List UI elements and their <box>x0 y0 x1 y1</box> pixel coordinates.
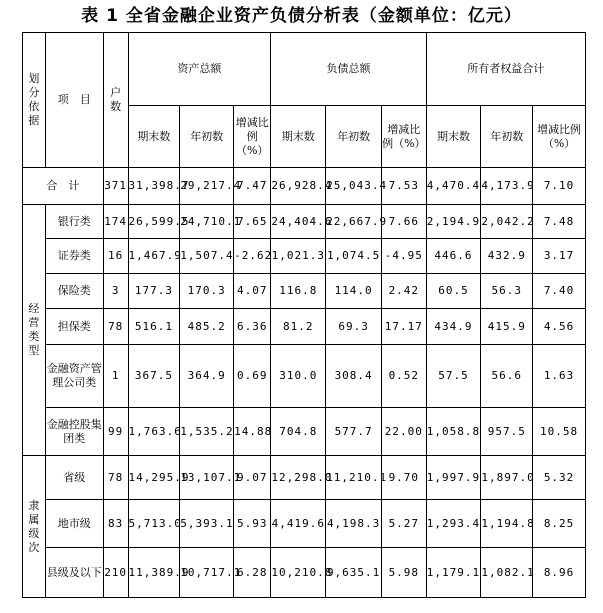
table-row <box>23 548 586 598</box>
total-cell: 31,398.7 <box>128 168 180 205</box>
row-cell: 4.56 <box>533 309 586 345</box>
header-assets: 资产总额 <box>128 33 271 106</box>
row-cell: 7.40 <box>533 274 586 309</box>
row-cell: 5.98 <box>382 548 427 598</box>
row-cell: 14,295.9 <box>128 456 180 500</box>
header-equity-start: 年初数 <box>481 106 533 168</box>
row-cell: 7.66 <box>382 205 427 239</box>
row-cell: 10,717.1 <box>180 548 234 598</box>
row-cell: 177.3 <box>128 274 180 309</box>
header-equity: 所有者权益合计 <box>426 33 585 106</box>
row-cell: -2.62 <box>234 239 271 274</box>
row-cell: 364.9 <box>180 345 234 408</box>
row-cell: 8.25 <box>533 500 586 548</box>
row-count: 16 <box>103 239 128 274</box>
row-cell: 1,194.8 <box>481 500 533 548</box>
header-liab-ratio: 增减比例（%） <box>382 106 427 168</box>
row-name: 证券类 <box>45 239 103 274</box>
row-cell: 446.6 <box>426 239 481 274</box>
row-cell: 4.07 <box>234 274 271 309</box>
row-cell: 9.70 <box>382 456 427 500</box>
row-cell: 4,198.3 <box>326 500 382 548</box>
row-cell: 415.9 <box>481 309 533 345</box>
row-cell: 2.42 <box>382 274 427 309</box>
table-row <box>23 309 586 345</box>
row-count: 3 <box>103 274 128 309</box>
row-cell: 22,667.9 <box>326 205 382 239</box>
row-name: 县级及以下 <box>45 548 103 598</box>
table-row <box>23 239 586 274</box>
header-liab-end: 期末数 <box>271 106 326 168</box>
row-name: 地市级 <box>45 500 103 548</box>
row-cell: 170.3 <box>180 274 234 309</box>
header-count: 户 数 <box>103 33 128 168</box>
header-liabilities: 负债总额 <box>271 33 426 106</box>
row-cell: 5,713.0 <box>128 500 180 548</box>
row-cell: 14.88 <box>234 408 271 456</box>
row-cell: 1,763.6 <box>128 408 180 456</box>
total-cell: 7.10 <box>533 168 586 205</box>
total-cell: 25,043.4 <box>326 168 382 205</box>
table-row <box>23 205 586 239</box>
row-count: 1 <box>103 345 128 408</box>
header-assets-start: 年初数 <box>180 106 234 168</box>
row-cell: 12,298.0 <box>271 456 326 500</box>
row-cell: 5,393.1 <box>180 500 234 548</box>
balance-sheet-table <box>22 32 586 598</box>
row-cell: 8.96 <box>533 548 586 598</box>
total-cell: 4,173.9 <box>481 168 533 205</box>
row-cell: 1,467.9 <box>128 239 180 274</box>
row-cell: 56.3 <box>481 274 533 309</box>
row-cell: 5.27 <box>382 500 427 548</box>
row-cell: 308.4 <box>326 345 382 408</box>
header-item: 项 目 <box>45 33 103 168</box>
row-cell: 69.3 <box>326 309 382 345</box>
row-cell: 9.07 <box>234 456 271 500</box>
row-count: 78 <box>103 456 128 500</box>
header-liab-start: 年初数 <box>326 106 382 168</box>
row-cell: 577.7 <box>326 408 382 456</box>
row-cell: 7.48 <box>533 205 586 239</box>
row-cell: 0.69 <box>234 345 271 408</box>
header-equity-ratio: 增减比例（%） <box>533 106 586 168</box>
row-count: 174 <box>103 205 128 239</box>
row-cell: 704.8 <box>271 408 326 456</box>
row-cell: 11,210.1 <box>326 456 382 500</box>
row-name: 省级 <box>45 456 103 500</box>
row-cell: 1,082.1 <box>481 548 533 598</box>
row-cell: 10,210.8 <box>271 548 326 598</box>
row-cell: 24,404.6 <box>271 205 326 239</box>
row-cell: 10.58 <box>533 408 586 456</box>
header-basis: 划 分 依 据 <box>23 33 46 168</box>
header-row-top <box>23 33 586 106</box>
table-title: 表 1 全省金融企业资产负债分析表（金额单位：亿元） <box>81 6 522 26</box>
row-cell: 11,389.9 <box>128 548 180 598</box>
row-cell: 5.93 <box>234 500 271 548</box>
row-cell: 13,107.1 <box>180 456 234 500</box>
row-cell: 6.36 <box>234 309 271 345</box>
table-row <box>23 456 586 500</box>
header-assets-end: 期末数 <box>128 106 180 168</box>
table-row <box>23 500 586 548</box>
row-cell: 516.1 <box>128 309 180 345</box>
row-cell: 0.52 <box>382 345 427 408</box>
row-cell: 1,058.8 <box>426 408 481 456</box>
row-cell: 116.8 <box>271 274 326 309</box>
row-cell: 957.5 <box>481 408 533 456</box>
row-count: 78 <box>103 309 128 345</box>
header-assets-ratio: 增减比例（%） <box>234 106 271 168</box>
row-count: 83 <box>103 500 128 548</box>
header-equity-end: 期末数 <box>426 106 481 168</box>
table-row <box>23 345 586 408</box>
row-cell: 114.0 <box>326 274 382 309</box>
table-row <box>23 274 586 309</box>
row-cell: 56.6 <box>481 345 533 408</box>
row-cell: 22.00 <box>382 408 427 456</box>
row-count: 99 <box>103 408 128 456</box>
row-cell: 9,635.1 <box>326 548 382 598</box>
row-cell: 24,710.1 <box>180 205 234 239</box>
total-cell: 26,928.4 <box>271 168 326 205</box>
row-cell: 1,897.0 <box>481 456 533 500</box>
row-cell: 434.9 <box>426 309 481 345</box>
row-cell: 7.65 <box>234 205 271 239</box>
row-count: 210 <box>103 548 128 598</box>
row-cell: 1,074.5 <box>326 239 382 274</box>
row-name: 银行类 <box>45 205 103 239</box>
row-name: 金融控股集团类 <box>45 408 103 456</box>
row-name: 金融资产管理公司类 <box>45 345 103 408</box>
row-cell: 1,507.4 <box>180 239 234 274</box>
row-cell: 367.5 <box>128 345 180 408</box>
group-affiliation-label: 隶 属 级 次 <box>23 456 46 598</box>
row-cell: 432.9 <box>481 239 533 274</box>
row-cell: 1,293.4 <box>426 500 481 548</box>
total-count: 371 <box>103 168 128 205</box>
row-cell: 26,599.5 <box>128 205 180 239</box>
row-cell: 17.17 <box>382 309 427 345</box>
row-cell: 6.28 <box>234 548 271 598</box>
total-cell: 29,217.4 <box>180 168 234 205</box>
row-cell: 5.32 <box>533 456 586 500</box>
row-cell: 310.0 <box>271 345 326 408</box>
total-cell: 7.47 <box>234 168 271 205</box>
row-cell: -4.95 <box>382 239 427 274</box>
row-cell: 1,997.9 <box>426 456 481 500</box>
row-cell: 1,535.2 <box>180 408 234 456</box>
total-row <box>23 168 586 205</box>
total-cell: 4,470.4 <box>426 168 481 205</box>
row-cell: 81.2 <box>271 309 326 345</box>
row-cell: 1,179.1 <box>426 548 481 598</box>
row-name: 保险类 <box>45 274 103 309</box>
group-operation-label: 经 营 类 型 <box>23 205 46 456</box>
row-cell: 57.5 <box>426 345 481 408</box>
row-cell: 2,194.9 <box>426 205 481 239</box>
row-cell: 485.2 <box>180 309 234 345</box>
row-name: 担保类 <box>45 309 103 345</box>
row-cell: 2,042.2 <box>481 205 533 239</box>
row-cell: 1,021.3 <box>271 239 326 274</box>
row-cell: 4,419.6 <box>271 500 326 548</box>
row-cell: 1.63 <box>533 345 586 408</box>
row-cell: 60.5 <box>426 274 481 309</box>
total-label: 合 计 <box>23 168 104 205</box>
row-cell: 3.17 <box>533 239 586 274</box>
total-cell: 7.53 <box>382 168 427 205</box>
table-row <box>23 408 586 456</box>
